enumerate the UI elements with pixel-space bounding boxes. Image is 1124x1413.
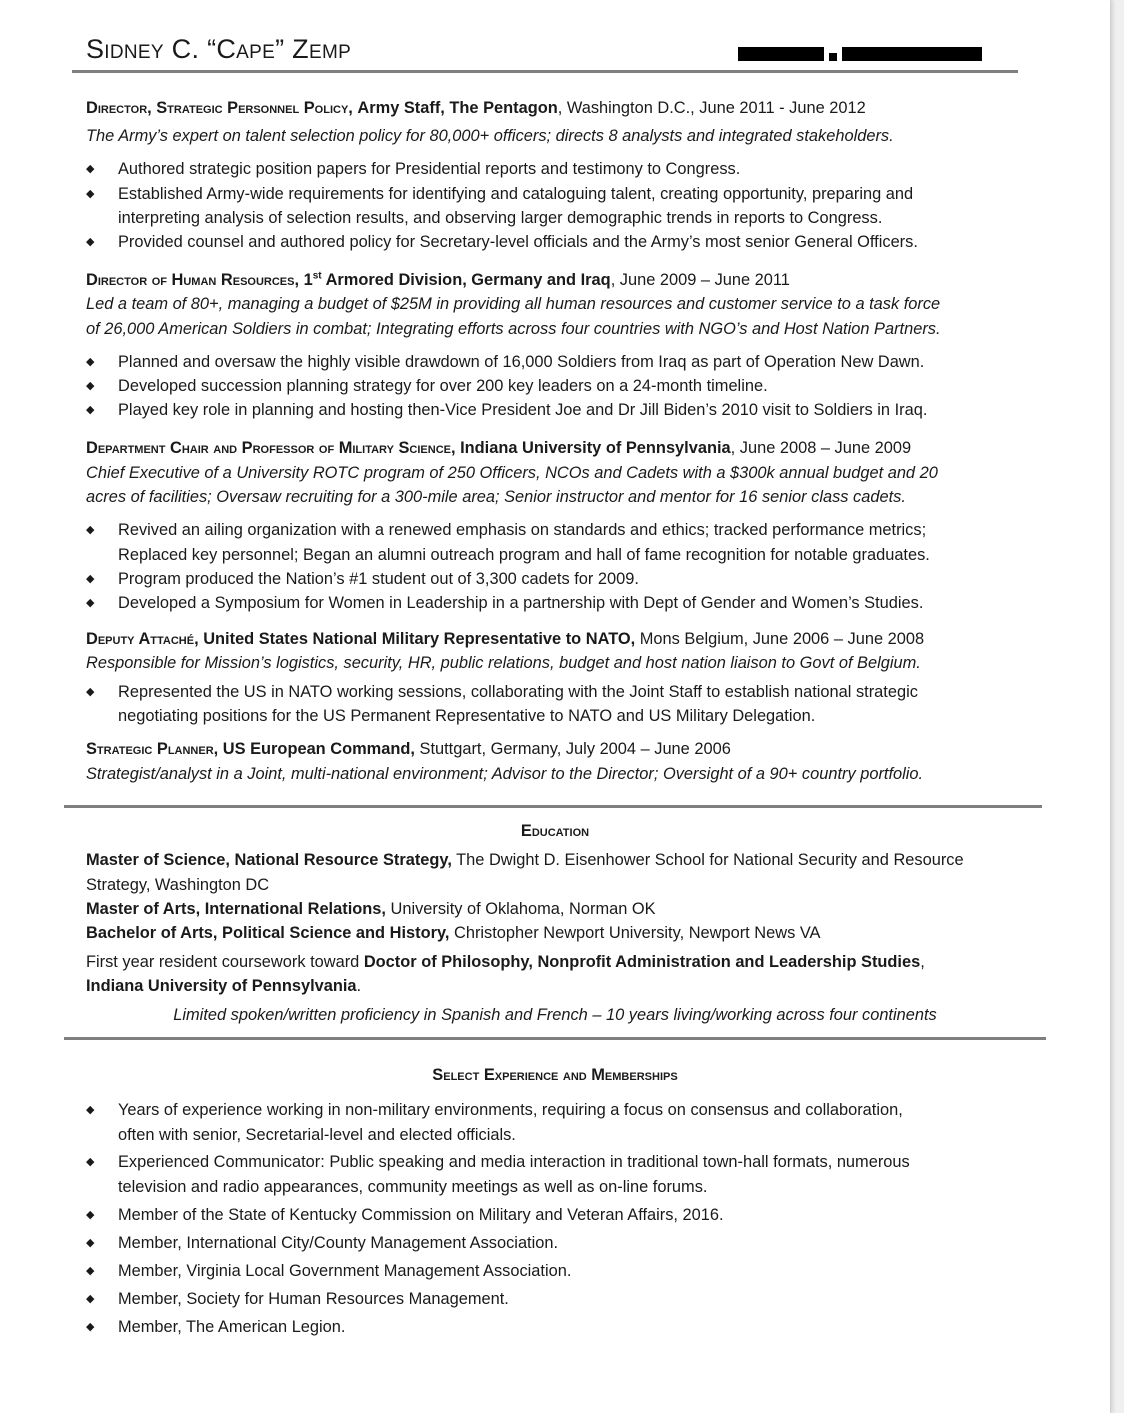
- bullet-text: Played key role in planning and hosting then-Vice President Joe and Dr Jill Biden’s 2010 visit to Soldiers in Iraq.: [118, 401, 928, 419]
- bullet-icon: ◆: [86, 236, 95, 248]
- bullet-text: Developed succession planning strategy for over 200 key leaders on a 24-month timeline.: [118, 377, 768, 395]
- degree-school: Christopher Newport University, Newport News VA: [449, 924, 821, 942]
- bullet-text: Program produced the Nation’s #1 student out of 3,300 cadets for 2009.: [118, 570, 639, 588]
- degree-line: [86, 923, 820, 943]
- job-heading: [86, 270, 790, 290]
- bullet-text: Revived an ailing organization with a renewed emphasis on standards and ethics; tracked performance metrics;: [118, 521, 927, 539]
- job-org: United States National Military Representative to NATO,: [203, 630, 636, 648]
- bullet-text: Years of experience working in non-military environments, requiring a focus on consensus and collaboration,: [118, 1101, 903, 1119]
- degree-line: [86, 850, 964, 870]
- bullet-text: often with senior, Secretarial-level and elected officials.: [118, 1126, 516, 1144]
- bullet-icon: ◆: [86, 163, 95, 175]
- bullet-text: Member, Society for Human Resources Management.: [118, 1290, 509, 1308]
- job-summary: acres of facilities; Oversaw recruiting for a 300-mile area; Senior instructor and mentor for 16 senior class cadets.: [86, 488, 906, 506]
- bullet-icon: ◆: [86, 356, 95, 368]
- job-org: Indiana University of Pennsylvania: [460, 439, 731, 457]
- degree-name: Master of Arts, International Relations,: [86, 900, 386, 918]
- bullet-text: Developed a Symposium for Women in Leadership in a partnership with Dept of Gender and Women’s Studies.: [118, 594, 924, 612]
- bullet-icon: ◆: [86, 1156, 95, 1168]
- job-title: Strategic Planner,: [86, 740, 219, 758]
- bullet-icon: ◆: [86, 1265, 95, 1277]
- bullet-icon: ◆: [86, 597, 95, 609]
- bullet-text: Authored strategic position papers for Presidential reports and testimony to Congress.: [118, 160, 741, 178]
- doctoral-school-line: Indiana University of Pennsylvania.: [86, 977, 362, 995]
- job-title: Director of Human Resources,: [86, 271, 300, 289]
- education-heading: Education: [520, 822, 590, 840]
- job-summary: Strategist/analyst in a Joint, multi-national environment; Advisor to the Director; Oversight of a 90+ country portfolio.: [86, 765, 924, 783]
- degree-line-cont: Strategy, Washington DC: [86, 876, 270, 894]
- job-title: Director, Strategic Personnel Policy,: [86, 99, 353, 117]
- job-heading: [86, 739, 731, 759]
- degree-school: University of Oklahoma, Norman OK: [385, 900, 656, 918]
- bullet-text: television and radio appearances, community meetings as well as on-line forums.: [118, 1178, 708, 1196]
- job-summary: Responsible for Mission’s logistics, security, HR, public relations, budget and host nation liaison to Govt of Belgium.: [86, 654, 921, 672]
- bullet-text: Established Army-wide requirements for identifying and cataloguing talent, creating opportunity, preparing and: [118, 185, 914, 203]
- degree-line: [86, 899, 656, 919]
- job-summary: Chief Executive of a University ROTC program of 250 Officers, NCOs and Cadets with a $300k annual budget and 20: [86, 464, 938, 482]
- languages-line: Limited spoken/written proficiency in Spanish and French – 10 years living/working across four continents: [173, 1006, 937, 1024]
- job-location-dates: Stuttgart, Germany, July 2004 – June 2006: [414, 740, 731, 758]
- bullet-icon: ◆: [86, 1321, 95, 1333]
- redaction-bar: [738, 47, 824, 61]
- job-org: Army Staff, The Pentagon: [357, 99, 558, 117]
- job-heading: [86, 629, 924, 649]
- memberships-heading: Select Experience and Memberships: [432, 1066, 678, 1084]
- job-location-dates: Mons Belgium, June 2006 – June 2008: [635, 630, 925, 648]
- redaction-bar: [829, 53, 837, 61]
- bullet-text: Member, Virginia Local Government Management Association.: [118, 1262, 572, 1280]
- bullet-icon: ◆: [86, 686, 95, 698]
- bullet-text: interpreting analysis of selection results, and observing larger demographic trends in reports to Congress.: [118, 209, 883, 227]
- degree-school: The Dwight D. Eisenhower School for National Security and Resource: [451, 851, 964, 869]
- section-divider: [64, 1037, 1046, 1040]
- redaction-bar: [842, 47, 982, 61]
- bullet-icon: ◆: [86, 524, 95, 536]
- job-title: Deputy Attaché,: [86, 630, 199, 648]
- job-title: Department Chair and Professor of Military Science,: [86, 439, 456, 457]
- bullet-icon: ◆: [86, 1237, 95, 1249]
- job-summary: Led a team of 80+, managing a budget of $25M in providing all human resources and customer service to a task force: [86, 295, 941, 313]
- bullet-text: Represented the US in NATO working sessions, collaborating with the Joint Staff to establish national strategic: [118, 683, 918, 701]
- bullet-icon: ◆: [86, 1209, 95, 1221]
- job-summary: The Army’s expert on talent selection policy for 80,000+ officers; directs 8 analysts and integrated stakeholders.: [86, 127, 894, 145]
- bullet-text: Experienced Communicator: Public speaking and media interaction in traditional town-hall formats, numerous: [118, 1153, 910, 1171]
- job-location-dates: , June 2008 – June 2009: [730, 439, 912, 457]
- job-org: 1st Armored Division, Germany and Iraq: [303, 270, 611, 289]
- job-heading: [86, 438, 911, 458]
- bullet-icon: ◆: [86, 188, 95, 200]
- job-summary: of 26,000 American Soldiers in combat; Integrating efforts across four countries with NGO’s and Host Nation Partners.: [86, 320, 941, 338]
- doctoral-line: First year resident coursework toward Doctor of Philosophy, Nonprofit Administration and Leadership Studies,: [86, 953, 925, 971]
- candidate-name: Sidney C. “Cape” Zemp: [86, 34, 352, 64]
- job-org: US European Command,: [222, 740, 415, 758]
- section-divider: [64, 805, 1042, 808]
- header-divider: [72, 70, 1018, 73]
- bullet-icon: ◆: [86, 404, 95, 416]
- bullet-text: Planned and oversaw the highly visible drawdown of 16,000 Soldiers from Iraq as part of Operation New Dawn.: [118, 353, 925, 371]
- bullet-text: negotiating positions for the US Permanent Representative to NATO and US Military Delegation.: [118, 707, 816, 725]
- job-location-dates: , Washington D.C., June 2011 - June 2012: [557, 99, 866, 117]
- bullet-icon: ◆: [86, 573, 95, 585]
- job-location-dates: , June 2009 – June 2011: [610, 271, 790, 289]
- degree-name: Master of Science, National Resource Strategy,: [86, 851, 452, 869]
- bullet-icon: ◆: [86, 1104, 95, 1116]
- bullet-icon: ◆: [86, 1293, 95, 1305]
- bullet-text: Member, The American Legion.: [118, 1318, 346, 1336]
- bullet-icon: ◆: [86, 380, 95, 392]
- bullet-text: Member of the State of Kentucky Commission on Military and Veteran Affairs, 2016.: [118, 1206, 724, 1224]
- bullet-text: Provided counsel and authored policy for Secretary-level officials and the Army’s most senior General Officers.: [118, 233, 918, 251]
- job-heading: [86, 98, 866, 118]
- bullet-text: Replaced key personnel; Began an alumni outreach program and hall of fame recognition for notable graduates.: [118, 546, 930, 564]
- bullet-text: Member, International City/County Management Association.: [118, 1234, 559, 1252]
- degree-name: Bachelor of Arts, Political Science and History,: [86, 924, 450, 942]
